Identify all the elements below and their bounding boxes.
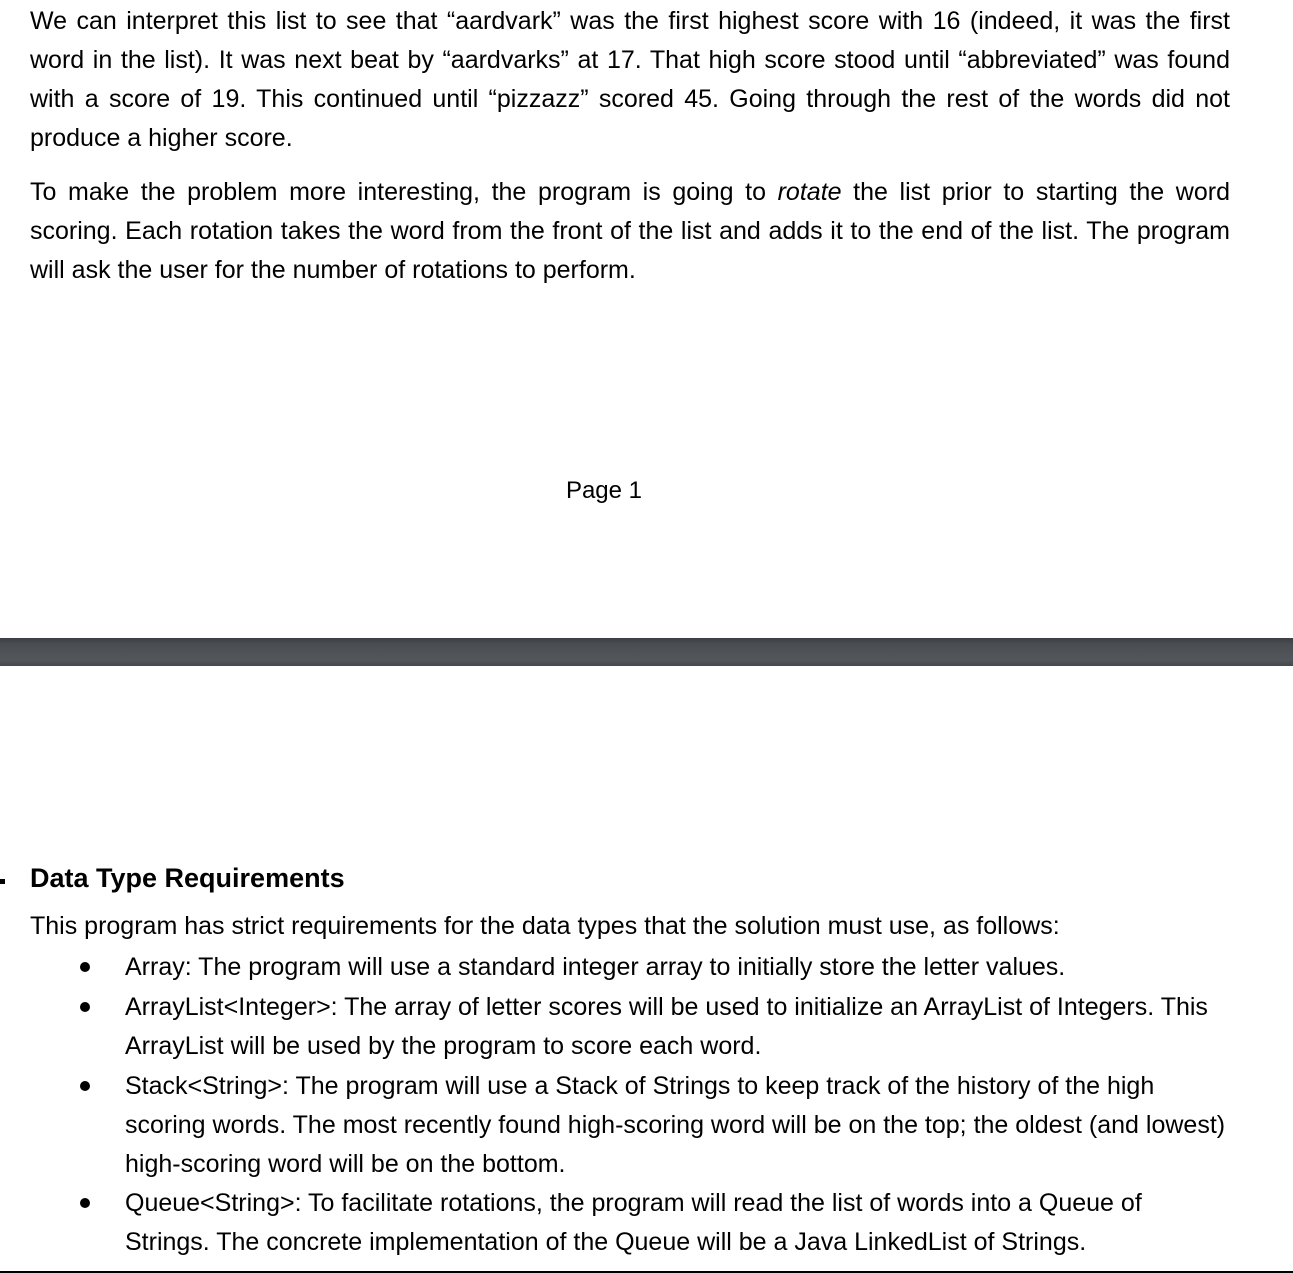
requirement-queue: Queue<String>: To facilitate rotations, the program will read the list of words into a Queue of Strings. The concrete implementation of the Queue will be a Java LinkedList of Strings. [125, 1189, 1142, 1256]
requirement-array: Array: The program will use a standard integer array to initially store the letter values. [125, 953, 1066, 981]
page-number: Page 1 [565, 477, 643, 504]
list-item [125, 1184, 1230, 1262]
paragraph-high-score-interpretation: We can interpret this list to see that “aardvark” was the first highest score with 16 (indeed, it was the first word in the list). It was next beat by “aardvarks” at 17. That high score stood until “abbreviated” was found with a score of 19. This continued until “pizzazz” scored 45. Going through the rest of the words did not produce a higher score. [30, 7, 1230, 152]
paragraph-rotation-text-after: the list prior to starting the word scoring. Each rotation takes the word from the front of the list and adds it to the end of the list. The program will ask the user for the number of rotations to perform. [30, 178, 1230, 284]
list-item [125, 948, 1230, 987]
paragraph-rotation-text-before: To make the problem more interesting, the program is going to [30, 178, 778, 206]
list-item [125, 1067, 1230, 1184]
bullet-icon [80, 1002, 90, 1012]
paragraph-rotation [30, 173, 1230, 290]
paragraph-rotation-emphasis: rotate [777, 178, 842, 206]
requirement-arraylist: ArrayList<Integer>: The array of letter scores will be used to initialize an ArrayList of Integers. This ArrayList will be used by the program to score each word. [125, 993, 1208, 1060]
bullet-icon [80, 1081, 90, 1091]
requirement-stack: Stack<String>: The program will use a Stack of Strings to keep track of the history of the high scoring words. The most recently found high-scoring word will be on the top; the oldest (and lowest) high-scoring word will be on the bottom. [125, 1072, 1226, 1178]
bullet-icon [80, 1198, 90, 1208]
section-heading: Data Type Requirements [30, 863, 345, 893]
page-separator [0, 638, 1293, 666]
section-intro: This program has strict requirements for the data types that the solution must use, as follows: [30, 912, 1060, 940]
list-item [125, 988, 1230, 1066]
bullet-icon [80, 962, 90, 972]
heading-number-fragment [0, 879, 5, 884]
